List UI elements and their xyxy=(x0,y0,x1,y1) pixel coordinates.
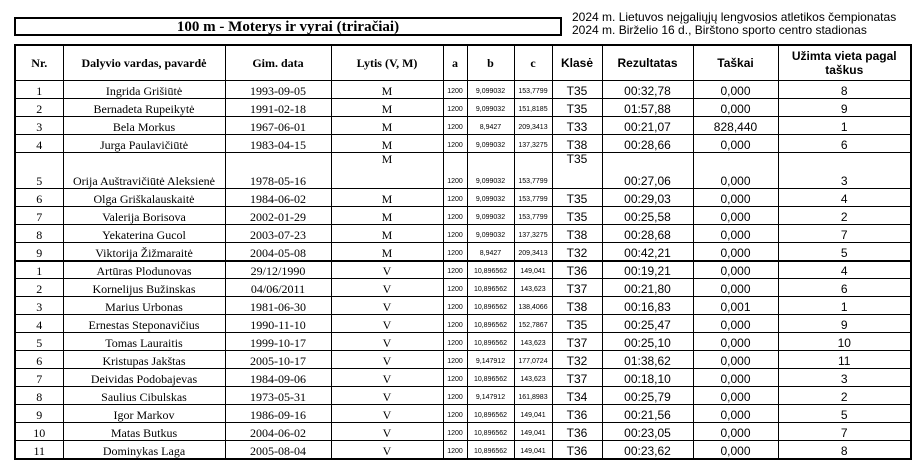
cell-nr: 5 xyxy=(15,153,63,189)
cell-nr: 9 xyxy=(15,243,63,261)
cell-dob: 2004-05-08 xyxy=(225,243,331,261)
cell-b: 10,896562 xyxy=(467,369,514,387)
cell-class: T35 xyxy=(552,189,602,207)
cell-place: 4 xyxy=(778,189,911,207)
cell-nr: 10 xyxy=(15,423,63,441)
cell-name: Valerija Borisova xyxy=(63,207,225,225)
cell-result: 00:29,03 xyxy=(602,189,693,207)
cell-points: 0,000 xyxy=(693,387,778,405)
cell-gender: M xyxy=(331,135,443,153)
cell-a: 1200 xyxy=(443,315,467,333)
cell-place: 2 xyxy=(778,207,911,225)
table-row-women xyxy=(15,135,911,153)
cell-a: 1200 xyxy=(443,441,467,459)
table-row-men xyxy=(15,315,911,333)
cell-place: 1 xyxy=(778,117,911,135)
cell-name: Marius Urbonas xyxy=(63,297,225,315)
cell-c: 149,041 xyxy=(514,423,552,441)
cell-dob: 1984-09-06 xyxy=(225,369,331,387)
cell-result: 00:19,21 xyxy=(602,261,693,279)
cell-dob: 04/06/2011 xyxy=(225,279,331,297)
cell-class: T36 xyxy=(552,441,602,459)
cell-class: T35 xyxy=(552,81,602,99)
cell-b: 9,099032 xyxy=(467,99,514,117)
cell-class: T32 xyxy=(552,351,602,369)
cell-class: T36 xyxy=(552,405,602,423)
cell-c: 149,041 xyxy=(514,441,552,459)
cell-class: T35 xyxy=(552,207,602,225)
cell-name: Bernadeta Rupeikytė xyxy=(63,99,225,117)
cell-gender: M xyxy=(331,225,443,243)
cell-dob: 1983-04-15 xyxy=(225,135,331,153)
cell-dob: 1967-06-01 xyxy=(225,117,331,135)
cell-nr: 3 xyxy=(15,117,63,135)
event-name: 2024 m. Lietuvos neįgaliųjų lengvosios atletikos čempionatas xyxy=(572,10,897,24)
cell-dob: 1999-10-17 xyxy=(225,333,331,351)
cell-place: 5 xyxy=(778,243,911,261)
cell-b: 9,099032 xyxy=(467,189,514,207)
cell-points: 0,000 xyxy=(693,315,778,333)
cell-name: Orija Auštravičiūtė Aleksienė xyxy=(63,153,225,189)
cell-nr: 7 xyxy=(15,369,63,387)
header-gender: Lytis (V, M) xyxy=(331,45,443,81)
cell-c: 153,7799 xyxy=(514,153,552,189)
table-row-women xyxy=(15,153,911,189)
cell-place: 5 xyxy=(778,405,911,423)
cell-b: 10,896562 xyxy=(467,423,514,441)
cell-c: 209,3413 xyxy=(514,117,552,135)
cell-b: 10,896562 xyxy=(467,279,514,297)
cell-nr: 8 xyxy=(15,225,63,243)
table-row-men xyxy=(15,387,911,405)
cell-points: 0,000 xyxy=(693,153,778,189)
cell-a: 1200 xyxy=(443,81,467,99)
cell-name: Matas Butkus xyxy=(63,423,225,441)
cell-result: 00:25,79 xyxy=(602,387,693,405)
cell-c: 149,041 xyxy=(514,405,552,423)
cell-dob: 1984-06-02 xyxy=(225,189,331,207)
header-a: a xyxy=(443,45,467,81)
cell-result: 01:38,62 xyxy=(602,351,693,369)
cell-c: 143,623 xyxy=(514,333,552,351)
table-row-women xyxy=(15,81,911,99)
cell-points: 0,001 xyxy=(693,297,778,315)
cell-b: 10,896562 xyxy=(467,441,514,459)
cell-class: T35 xyxy=(552,153,602,189)
cell-place: 1 xyxy=(778,297,911,315)
cell-result: 00:23,05 xyxy=(602,423,693,441)
cell-c: 143,623 xyxy=(514,369,552,387)
table-row-men xyxy=(15,405,911,423)
cell-dob: 2002-01-29 xyxy=(225,207,331,225)
header-b: b xyxy=(467,45,514,81)
cell-c: 177,0724 xyxy=(514,351,552,369)
cell-a: 1200 xyxy=(443,369,467,387)
cell-result: 00:25,10 xyxy=(602,333,693,351)
cell-c: 151,8185 xyxy=(514,99,552,117)
cell-place: 8 xyxy=(778,81,911,99)
header-row xyxy=(15,45,911,81)
cell-a: 1200 xyxy=(443,261,467,279)
cell-gender: V xyxy=(331,351,443,369)
cell-a: 1200 xyxy=(443,153,467,189)
cell-a: 1200 xyxy=(443,405,467,423)
cell-c: 143,623 xyxy=(514,279,552,297)
cell-b: 9,147912 xyxy=(467,387,514,405)
cell-gender: V xyxy=(331,261,443,279)
cell-place: 7 xyxy=(778,423,911,441)
cell-c: 137,3275 xyxy=(514,225,552,243)
cell-gender: V xyxy=(331,423,443,441)
cell-place: 6 xyxy=(778,135,911,153)
cell-place: 9 xyxy=(778,315,911,333)
cell-class: T35 xyxy=(552,99,602,117)
cell-nr: 4 xyxy=(15,315,63,333)
cell-gender: M xyxy=(331,81,443,99)
cell-result: 00:16,83 xyxy=(602,297,693,315)
cell-class: T33 xyxy=(552,117,602,135)
cell-gender: V xyxy=(331,333,443,351)
cell-name: Dominykas Laga xyxy=(63,441,225,459)
cell-nr: 6 xyxy=(15,189,63,207)
header-points: Taškai xyxy=(693,45,778,81)
cell-b: 9,099032 xyxy=(467,153,514,189)
cell-place: 7 xyxy=(778,225,911,243)
header-result: Rezultatas xyxy=(602,45,693,81)
cell-nr: 5 xyxy=(15,333,63,351)
cell-name: Kristupas Jakštas xyxy=(63,351,225,369)
cell-name: Saulius Cibulskas xyxy=(63,387,225,405)
cell-b: 9,099032 xyxy=(467,207,514,225)
event-info xyxy=(572,11,922,37)
cell-b: 10,896562 xyxy=(467,405,514,423)
cell-place: 4 xyxy=(778,261,911,279)
cell-c: 137,3275 xyxy=(514,135,552,153)
cell-a: 1200 xyxy=(443,117,467,135)
cell-dob: 1973-05-31 xyxy=(225,387,331,405)
cell-c: 153,7799 xyxy=(514,81,552,99)
header-class: Klasė xyxy=(552,45,602,81)
header-c: c xyxy=(514,45,552,81)
cell-result: 00:21,56 xyxy=(602,405,693,423)
cell-class: T34 xyxy=(552,387,602,405)
cell-dob: 2005-10-17 xyxy=(225,351,331,369)
cell-result: 00:28,66 xyxy=(602,135,693,153)
table-row-men xyxy=(15,333,911,351)
cell-dob: 2004-06-02 xyxy=(225,423,331,441)
table-row-women xyxy=(15,225,911,243)
cell-place: 2 xyxy=(778,387,911,405)
cell-place: 3 xyxy=(778,369,911,387)
cell-name: Viktorija Žižmaraitė xyxy=(63,243,225,261)
cell-b: 9,147912 xyxy=(467,351,514,369)
cell-points: 0,000 xyxy=(693,99,778,117)
cell-result: 00:27,06 xyxy=(602,153,693,189)
cell-place: 6 xyxy=(778,279,911,297)
cell-gender: M xyxy=(331,99,443,117)
cell-result: 00:28,68 xyxy=(602,225,693,243)
table-row-men xyxy=(15,441,911,459)
cell-b: 10,896562 xyxy=(467,261,514,279)
cell-class: T38 xyxy=(552,225,602,243)
cell-nr: 9 xyxy=(15,405,63,423)
cell-a: 1200 xyxy=(443,207,467,225)
cell-c: 149,041 xyxy=(514,261,552,279)
cell-points: 0,000 xyxy=(693,405,778,423)
cell-result: 00:21,07 xyxy=(602,117,693,135)
cell-result: 00:25,58 xyxy=(602,207,693,225)
cell-class: T37 xyxy=(552,333,602,351)
cell-nr: 2 xyxy=(15,99,63,117)
cell-nr: 2 xyxy=(15,279,63,297)
cell-a: 1200 xyxy=(443,189,467,207)
cell-dob: 1981-06-30 xyxy=(225,297,331,315)
cell-gender: V xyxy=(331,441,443,459)
cell-nr: 3 xyxy=(15,297,63,315)
cell-a: 1200 xyxy=(443,423,467,441)
header-name: Dalyvio vardas, pavardė xyxy=(63,45,225,81)
cell-dob: 1978-05-16 xyxy=(225,153,331,189)
cell-a: 1200 xyxy=(443,387,467,405)
cell-points: 0,000 xyxy=(693,369,778,387)
cell-class: T37 xyxy=(552,369,602,387)
results-table xyxy=(14,44,912,460)
cell-a: 1200 xyxy=(443,333,467,351)
cell-c: 153,7799 xyxy=(514,207,552,225)
cell-nr: 8 xyxy=(15,387,63,405)
cell-place: 9 xyxy=(778,99,911,117)
table-row-men xyxy=(15,261,911,279)
cell-points: 0,000 xyxy=(693,261,778,279)
cell-points: 0,000 xyxy=(693,207,778,225)
cell-b: 9,099032 xyxy=(467,225,514,243)
cell-result: 00:23,62 xyxy=(602,441,693,459)
cell-result: 00:32,78 xyxy=(602,81,693,99)
cell-class: T38 xyxy=(552,135,602,153)
cell-points: 0,000 xyxy=(693,189,778,207)
cell-points: 0,000 xyxy=(693,351,778,369)
cell-dob: 2005-08-04 xyxy=(225,441,331,459)
cell-points: 0,000 xyxy=(693,81,778,99)
cell-points: 828,440 xyxy=(693,117,778,135)
header-nr: Nr. xyxy=(15,45,63,81)
cell-dob: 1991-02-18 xyxy=(225,99,331,117)
cell-points: 0,000 xyxy=(693,333,778,351)
table-row-women xyxy=(15,207,911,225)
cell-gender: M xyxy=(331,243,443,261)
cell-class: T37 xyxy=(552,279,602,297)
cell-gender: M xyxy=(331,117,443,135)
cell-class: T38 xyxy=(552,297,602,315)
cell-dob: 1986-09-16 xyxy=(225,405,331,423)
cell-points: 0,000 xyxy=(693,135,778,153)
cell-gender: M xyxy=(331,153,443,189)
cell-points: 0,000 xyxy=(693,441,778,459)
cell-name: Tomas Lauraitis xyxy=(63,333,225,351)
cell-result: 01:57,88 xyxy=(602,99,693,117)
cell-gender: V xyxy=(331,405,443,423)
cell-result: 00:42,21 xyxy=(602,243,693,261)
cell-b: 10,896562 xyxy=(467,297,514,315)
cell-gender: M xyxy=(331,189,443,207)
cell-place: 3 xyxy=(778,153,911,189)
cell-points: 0,000 xyxy=(693,243,778,261)
cell-result: 00:18,10 xyxy=(602,369,693,387)
cell-gender: V xyxy=(331,315,443,333)
table-row-men xyxy=(15,423,911,441)
cell-dob: 29/12/1990 xyxy=(225,261,331,279)
cell-nr: 4 xyxy=(15,135,63,153)
cell-nr: 6 xyxy=(15,351,63,369)
cell-class: T36 xyxy=(552,261,602,279)
cell-nr: 7 xyxy=(15,207,63,225)
cell-class: T36 xyxy=(552,423,602,441)
cell-place: 8 xyxy=(778,441,911,459)
cell-c: 152,7867 xyxy=(514,315,552,333)
cell-name: Ingrida Grišiūtė xyxy=(63,81,225,99)
cell-b: 9,099032 xyxy=(467,135,514,153)
cell-name: Artūras Plodunovas xyxy=(63,261,225,279)
cell-a: 1200 xyxy=(443,225,467,243)
cell-class: T35 xyxy=(552,315,602,333)
table-row-men xyxy=(15,297,911,315)
cell-name: Deividas Podobajevas xyxy=(63,369,225,387)
cell-gender: V xyxy=(331,279,443,297)
header-dob: Gim. data xyxy=(225,45,331,81)
cell-a: 1200 xyxy=(443,297,467,315)
cell-b: 8,9427 xyxy=(467,117,514,135)
cell-points: 0,000 xyxy=(693,423,778,441)
cell-b: 9,099032 xyxy=(467,81,514,99)
cell-place: 10 xyxy=(778,333,911,351)
cell-a: 1200 xyxy=(443,279,467,297)
cell-nr: 1 xyxy=(15,261,63,279)
cell-name: Olga Griškalauskaitė xyxy=(63,189,225,207)
cell-name: Jurga Paulavičiūtė xyxy=(63,135,225,153)
cell-c: 161,8983 xyxy=(514,387,552,405)
cell-name: Ernestas Steponavičius xyxy=(63,315,225,333)
header-place: Užimta vieta pagal taškus xyxy=(778,45,911,81)
cell-a: 1200 xyxy=(443,243,467,261)
cell-dob: 1993-09-05 xyxy=(225,81,331,99)
cell-gender: V xyxy=(331,387,443,405)
event-date-venue: 2024 m. Birželio 16 d., Birštono sporto centro stadionas xyxy=(572,23,867,37)
cell-c: 138,4066 xyxy=(514,297,552,315)
table-row-men xyxy=(15,351,911,369)
cell-nr: 11 xyxy=(15,441,63,459)
cell-place: 11 xyxy=(778,351,911,369)
cell-name: Yekaterina Gucol xyxy=(63,225,225,243)
table-row-women xyxy=(15,99,911,117)
cell-dob: 1990-11-10 xyxy=(225,315,331,333)
cell-result: 00:21,80 xyxy=(602,279,693,297)
cell-name: Kornelijus Bužinskas xyxy=(63,279,225,297)
results-body xyxy=(15,81,911,459)
cell-gender: V xyxy=(331,369,443,387)
cell-c: 153,7799 xyxy=(514,189,552,207)
results-title: 100 m - Moterys ir vyrai (triračiai) xyxy=(14,17,562,36)
cell-b: 8,9427 xyxy=(467,243,514,261)
cell-b: 10,896562 xyxy=(467,315,514,333)
cell-nr: 1 xyxy=(15,81,63,99)
cell-a: 1200 xyxy=(443,135,467,153)
table-row-women xyxy=(15,243,911,261)
table-row-men xyxy=(15,369,911,387)
cell-class: T32 xyxy=(552,243,602,261)
cell-name: Igor Markov xyxy=(63,405,225,423)
cell-a: 1200 xyxy=(443,351,467,369)
cell-gender: M xyxy=(331,207,443,225)
cell-points: 0,000 xyxy=(693,225,778,243)
cell-b: 10,896562 xyxy=(467,333,514,351)
cell-a: 1200 xyxy=(443,99,467,117)
cell-points: 0,000 xyxy=(693,279,778,297)
cell-c: 209,3413 xyxy=(514,243,552,261)
table-row-women xyxy=(15,189,911,207)
cell-result: 00:25,47 xyxy=(602,315,693,333)
cell-dob: 2003-07-23 xyxy=(225,225,331,243)
cell-gender: V xyxy=(331,297,443,315)
table-row-women xyxy=(15,117,911,135)
table-row-men xyxy=(15,279,911,297)
cell-name: Bela Morkus xyxy=(63,117,225,135)
